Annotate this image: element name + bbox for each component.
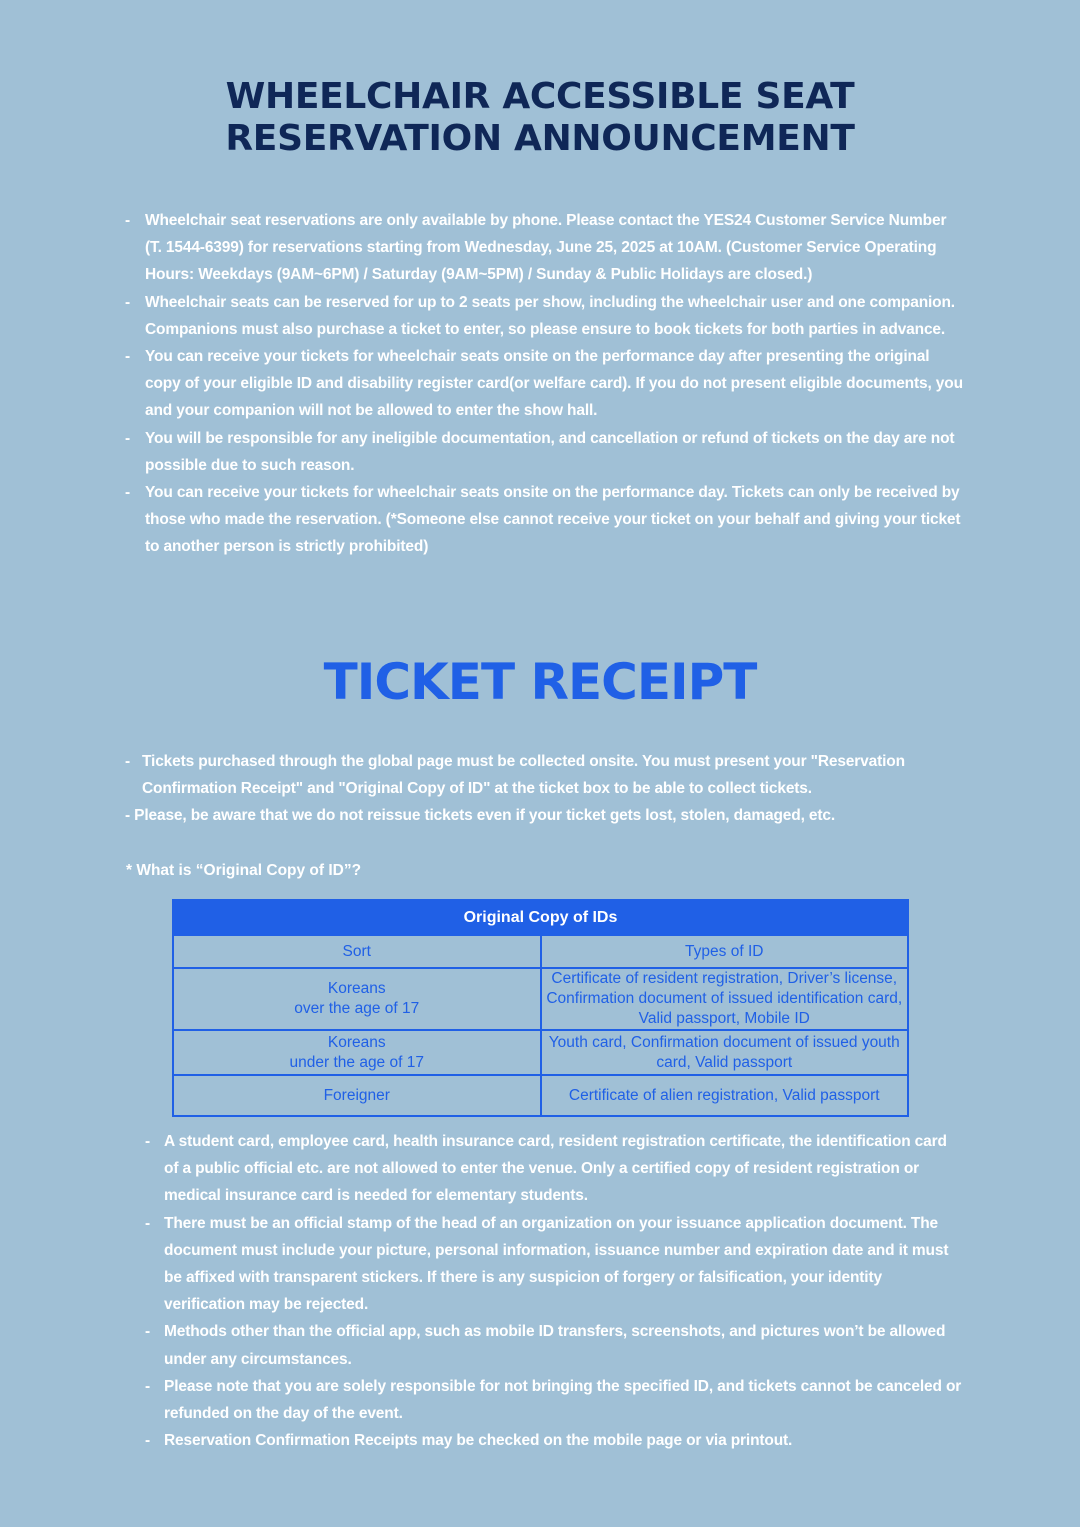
bullet-dash: - <box>145 1432 151 1450</box>
list-item <box>125 479 965 561</box>
list-item <box>125 425 965 479</box>
list-item-text: Tickets purchased through the global page must be collected onsite. You must present your "Reservation Confirmation Receipt" and "Original Copy of ID" at the ticket box to be able to collect tickets. <box>142 753 905 798</box>
table-row <box>173 1075 908 1116</box>
list-item <box>125 343 965 425</box>
list-item-text: You will be responsible for any ineligible documentation, and cancellation or refund of tickets on the day are not possible due to such reason. <box>145 429 955 474</box>
sort-line: under the age of 17 <box>289 1053 424 1071</box>
table-row <box>173 968 908 1030</box>
types-line: Certificate of resident registration, Driver’s license, <box>551 970 898 987</box>
bullet-dash: - <box>125 293 131 311</box>
types-cell: Certificate of alien registration, Valid passport <box>541 1075 909 1116</box>
ticket-receipt-list <box>125 748 965 830</box>
list-item-text: You can receive your tickets for wheelchair seats onsite on the performance day. Tickets can only be received by those who made the reservation. (*Someone else cannot receive your ticket on your behalf and giving your ticket to another person is strictly prohibited) <box>145 484 961 556</box>
sort-line: Koreans <box>327 1033 386 1051</box>
list-item-text: Wheelchair seats can be reserved for up to 2 seats per show, including the wheelchair user and one companion. Companions must also purchase a ticket to enter, so please ensure to book tickets for both parties in advance. <box>145 293 955 338</box>
header-sort: Sort <box>173 935 541 968</box>
bullet-dash: - <box>125 212 131 229</box>
announcement-title-line1: WHEELCHAIR ACCESSIBLE SEAT <box>225 76 855 117</box>
bullet-dash: - <box>145 1323 151 1341</box>
wheelchair-notice-list <box>125 207 965 561</box>
types-line: Confirmation document of issued identification card, Valid passport, Mobile ID <box>546 990 903 1027</box>
bullet-dash: - <box>125 484 131 502</box>
bullet-dash: - <box>145 1133 151 1150</box>
list-item-text: Reservation Confirmation Receipts may be checked on the mobile page or via printout. <box>164 1432 793 1450</box>
id-table-title: Original Copy of IDs <box>173 900 908 935</box>
types-cell: Youth card, Confirmation document of issued youth card, Valid passport <box>541 1030 909 1075</box>
bullet-dash: - <box>125 753 131 770</box>
list-item-text: Methods other than the official app, such as mobile ID transfers, screenshots, and pictures won’t be allowed under any circumstances. <box>164 1323 946 1368</box>
id-types-table <box>172 899 909 1117</box>
announcement-title-line2: RESERVATION ANNOUNCEMENT <box>225 118 855 159</box>
id-question: * What is “Original Copy of ID”? <box>126 862 362 879</box>
list-item <box>145 1210 965 1319</box>
table-row <box>173 1030 908 1075</box>
types-cell <box>541 968 909 1030</box>
bullet-dash: - <box>125 429 131 447</box>
list-item-text: There must be an official stamp of the head of an organization on your issuance application document. The document must include your picture, personal information, issuance number and expiration date and it must be affixed with transparent stickers. If there is any suspicion of forgery or falsification, your identity verification may be rejected. <box>164 1214 949 1314</box>
list-item <box>145 1318 965 1372</box>
list-item <box>145 1427 965 1454</box>
bullet-dash: - <box>145 1214 151 1232</box>
sort-cell: Foreigner <box>173 1075 541 1116</box>
list-item-text: A student card, employee card, health insurance card, resident registration certificate, the identification card of a public official etc. are not allowed to enter the venue. Only a certified copy of resident registration or medical insurance card is needed for elementary students. <box>164 1133 947 1205</box>
list-item-text: Please note that you are solely responsible for not bringing the specified ID, and tickets cannot be canceled or refunded on the day of the event. <box>164 1377 962 1423</box>
sort-line: Koreans <box>327 980 386 997</box>
list-item-text: - Please, be aware that we do not reissue tickets even if your ticket gets lost, stolen, damaged, etc. <box>125 807 835 825</box>
sort-line: over the age of 17 <box>294 1000 420 1017</box>
table-header-row <box>173 935 908 968</box>
announcement-title <box>0 76 1080 160</box>
list-item <box>125 207 965 289</box>
list-item <box>145 1373 965 1427</box>
list-item <box>125 802 965 829</box>
ticket-receipt-title: TICKET RECEIPT <box>323 653 757 711</box>
bullet-dash: - <box>145 1377 151 1395</box>
list-item <box>125 748 965 802</box>
list-item <box>145 1128 965 1210</box>
id-notes-list <box>145 1128 965 1454</box>
sort-cell <box>173 1030 541 1075</box>
header-types: Types of ID <box>541 935 909 968</box>
list-item-text: Wheelchair seat reservations are only available by phone. Please contact the YES24 Customer Service Number (T. 1544-6399) for reservations starting from Wednesday, June 25, 2025 at 10AM. (Customer Service Operating Hours: Weekdays (9AM~6PM) / Saturday (9AM~5PM) / Sunday & Public Holidays are closed.) <box>145 212 947 284</box>
sort-cell <box>173 968 541 1030</box>
list-item-text: You can receive your tickets for wheelchair seats onsite on the performance day after presenting the original copy of your eligible ID and disability register card(or welfare card). If you do not present eligible documents, you and your companion will not be allowed to enter the show hall. <box>145 348 963 420</box>
bullet-dash: - <box>125 348 131 366</box>
list-item <box>125 289 965 343</box>
